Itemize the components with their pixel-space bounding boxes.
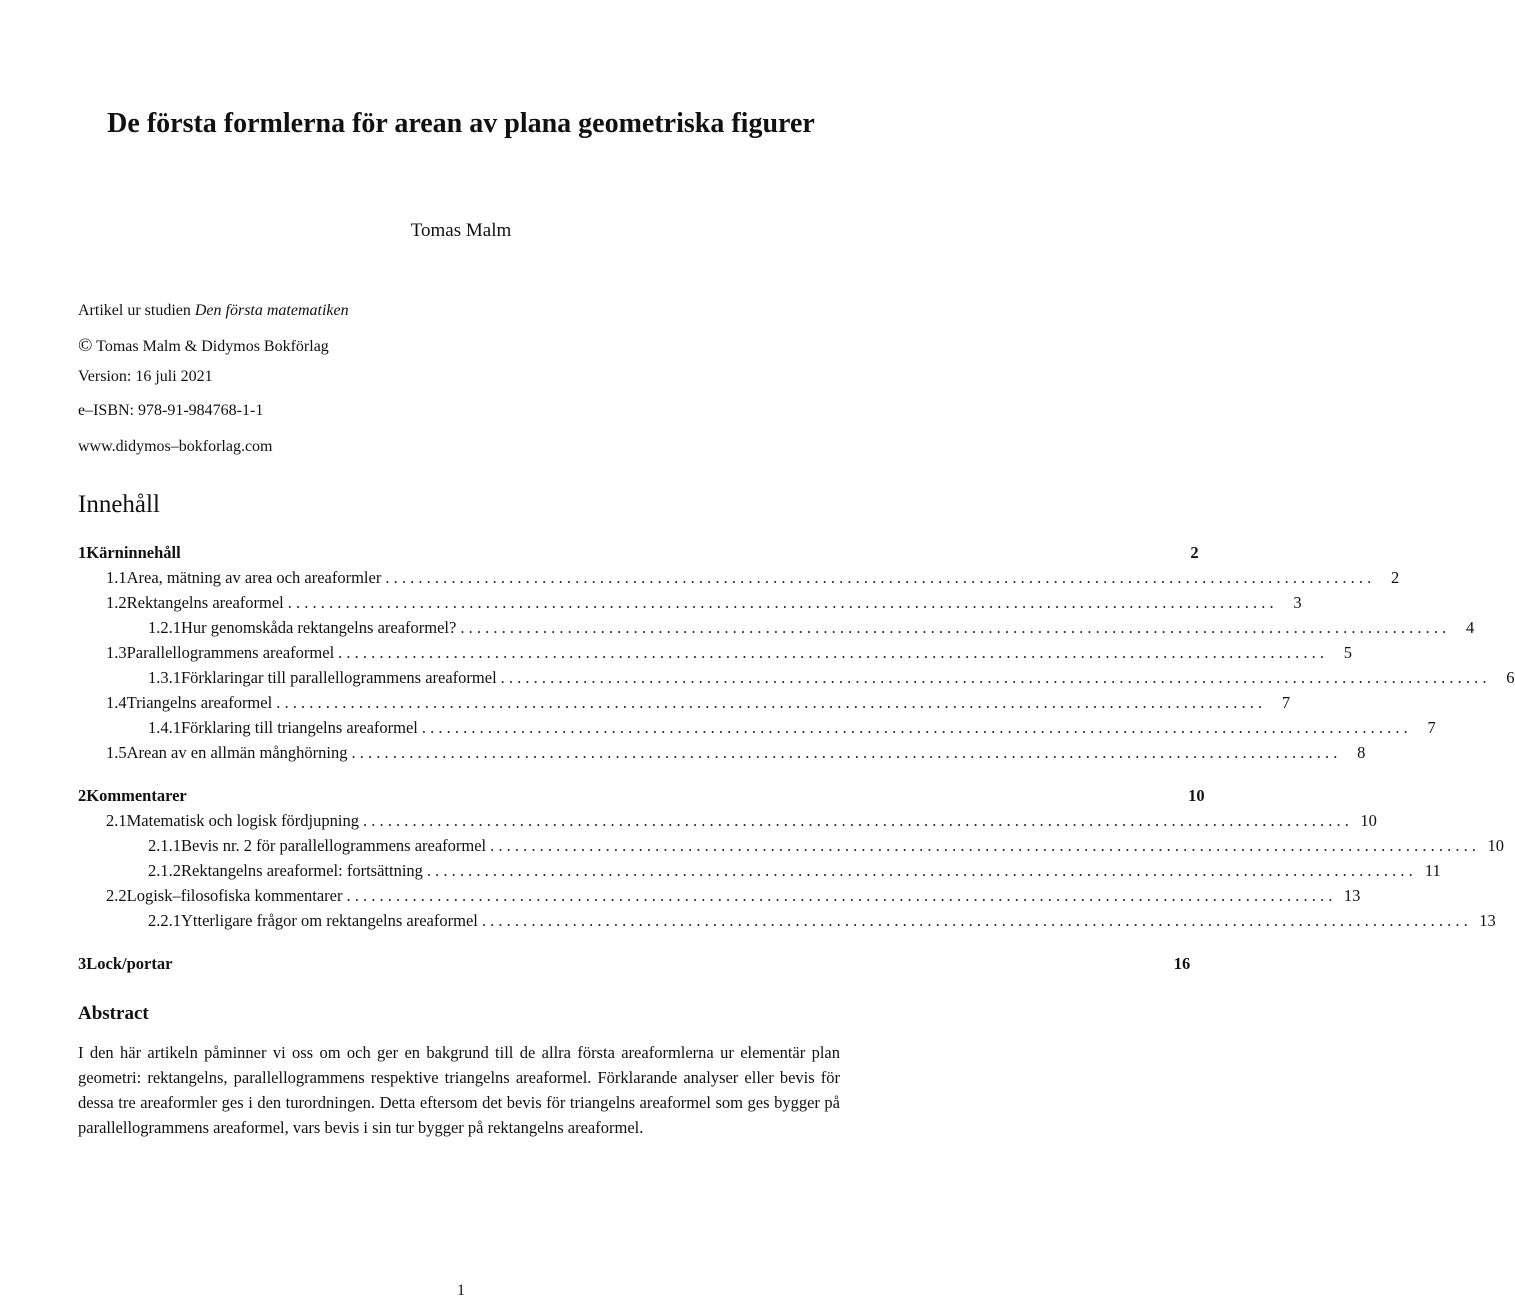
- toc-dot-leader: . . . . . . . . . . . . . . . . . . . . . . . . . . . . . . . . . . . . . . . . . . . . . . . . . . . . . . . . . . . . . . . . . . . . . . . . . . . . . . . . . . . . . . . . . . . . . . . . . . . . . . . . . . . . . . . . . . . . . . . .: [351, 743, 1338, 762]
- toc-entry[interactable]: [78, 951, 1191, 976]
- copyright-text: Tomas Malm & Didymos Bokförlag: [96, 338, 329, 355]
- toc-dot-leader: . . . . . . . . . . . . . . . . . . . . . . . . . . . . . . . . . . . . . . . . . . . . . . . . . . . . . . . . . . . . . . . . . . . . . . . . . . . . . . . . . . . . . . . . . . . . . . . . . . . . . . . . . . . . . . . . . . . . . . . .: [385, 568, 1372, 587]
- toc-entry-page: 7: [1427, 718, 1436, 737]
- toc-entry-page: 6: [1506, 668, 1515, 687]
- toc-entry[interactable]: [78, 858, 1441, 883]
- toc-dot-leader: . . . . . . . . . . . . . . . . . . . . . . . . . . . . . . . . . . . . . . . . . . . . . . . . . . . . . . . . . . . . . . . . . . . . . . . . . . . . . . . . . . . . . . . . . . . . . . . . . . . . . . . . . . . . . . . . . . . . . . . .: [338, 643, 1325, 662]
- toc-entry-number: 1: [78, 543, 87, 562]
- toc-entry-number: 1.4.1: [148, 718, 181, 737]
- toc-entry[interactable]: [78, 590, 1302, 615]
- toc-entry[interactable]: [78, 833, 1505, 858]
- toc-dot-leader: . . . . . . . . . . . . . . . . . . . . . . . . . . . . . . . . . . . . . . . . . . . . . . . . . . . . . . . . . . . . . . . . . . . . . . . . . . . . . . . . . . . . . . . . . . . . . . . . . . . . . . . . . . . . . . . . . . . . . . . .: [490, 836, 1477, 855]
- toc-entry-title: Rektangelns areaformel: fortsättning: [181, 861, 423, 880]
- toc-entry-page: 11: [1424, 861, 1441, 880]
- copyright-line: [78, 335, 329, 357]
- toc-entry-title: Bevis nr. 2 för parallellogrammens areaformel: [181, 836, 487, 855]
- toc-entry-title: Kommentarer: [86, 786, 187, 805]
- toc-entry[interactable]: [78, 690, 1291, 715]
- toc-entry-number: 2.2.1: [148, 911, 181, 930]
- toc-dot-leader: . . . . . . . . . . . . . . . . . . . . . . . . . . . . . . . . . . . . . . . . . . . . . . . . . . . . . . . . . . . . . . . . . . . . . . . . . . . . . . . . . . . . . . . . . . . . . . . . . . . . . . . . . . . . . . . . . . . . . . . .: [276, 693, 1263, 712]
- toc-entry-page: 3: [1293, 593, 1302, 612]
- toc-entry-page: 10: [1487, 836, 1505, 855]
- toc-entry-number: 2.1: [106, 811, 127, 830]
- toc-entry-title: Ytterligare frågor om rektangelns areaformel: [181, 911, 478, 930]
- toc-entry-page: 2: [1390, 568, 1400, 587]
- toc-entry-page: 16: [1173, 954, 1191, 973]
- isbn: e–ISBN: 978-91-984768-1-1: [78, 402, 264, 419]
- toc-entry-title: Triangelns areaformel: [126, 693, 273, 712]
- toc-dot-leader: . . . . . . . . . . . . . . . . . . . . . . . . . . . . . . . . . . . . . . . . . . . . . . . . . . . . . . . . . . . . . . . . . . . . . . . . . . . . . . . . . . . . . . . . . . . . . . . . . . . . . . . . . . . . . . . . . . . . . . . .: [362, 811, 1349, 830]
- toc-entry-number: 2: [78, 786, 87, 805]
- toc-entry-title: Area, mätning av area och areaformler: [126, 568, 382, 587]
- toc-entry-title: Förklaringar till parallellogrammens areaformel: [181, 668, 497, 687]
- toc-entry-title: Förklaring till triangelns areaformel: [181, 718, 418, 737]
- toc-entry[interactable]: [78, 665, 1515, 690]
- toc-dot-leader: . . . . . . . . . . . . . . . . . . . . . . . . . . . . . . . . . . . . . . . . . . . . . . . . . . . . . . . . . . . . . . . . . . . . . . . . . . . . . . . . . . . . . . . . . . . . . . . . . . . . . . . . . . . . . . . . . . . . . . . .: [426, 861, 1413, 880]
- toc-entry-title: Matematisk och logisk fördjupning: [126, 811, 359, 830]
- abstract-heading: Abstract: [78, 1003, 149, 1024]
- toc-dot-leader: . . . . . . . . . . . . . . . . . . . . . . . . . . . . . . . . . . . . . . . . . . . . . . . . . . . . . . . . . . . . . . . . . . . . . . . . . . . . . . . . . . . . . . . . . . . . . . . . . . . . . . . . . . . . . . . . . . . . . . . .: [287, 593, 1274, 612]
- toc-entry-number: 1.3.1: [148, 668, 181, 687]
- toc-dot-leader: . . . . . . . . . . . . . . . . . . . . . . . . . . . . . . . . . . . . . . . . . . . . . . . . . . . . . . . . . . . . . . . . . . . . . . . . . . . . . . . . . . . . . . . . . . . . . . . . . . . . . . . . . . . . . . . . . . . . . . . .: [500, 668, 1487, 687]
- toc-entry[interactable]: [78, 715, 1436, 740]
- toc-dot-leader: . . . . . . . . . . . . . . . . . . . . . . . . . . . . . . . . . . . . . . . . . . . . . . . . . . . . . . . . . . . . . . . . . . . . . . . . . . . . . . . . . . . . . . . . . . . . . . . . . . . . . . . . . . . . . . . . . . . . . . . .: [481, 911, 1468, 930]
- toc-dot-leader: . . . . . . . . . . . . . . . . . . . . . . . . . . . . . . . . . . . . . . . . . . . . . . . . . . . . . . . . . . . . . . . . . . . . . . . . . . . . . . . . . . . . . . . . . . . . . . . . . . . . . . . . . . . . . . . . . . . . . . . .: [346, 886, 1333, 905]
- toc-entry-title: Logisk–filosofiska kommentarer: [126, 886, 343, 905]
- website: www.didymos–bokforlag.com: [78, 438, 273, 455]
- toc-entry-page: 10: [1360, 811, 1377, 830]
- toc-entry-page: 13: [1479, 911, 1496, 930]
- toc-entry[interactable]: [78, 740, 1366, 765]
- toc-entry[interactable]: [78, 883, 1361, 908]
- toc-entry[interactable]: [78, 783, 1205, 808]
- toc-entry-number: 3: [78, 954, 87, 973]
- toc-entry-page: 4: [1465, 618, 1475, 637]
- toc-entry-title: Parallellogrammens areaformel: [126, 643, 335, 662]
- study-title: Den första matematiken: [194, 302, 349, 319]
- toc-entry-number: 2.2: [106, 886, 127, 905]
- toc-entry-number: 2.1.1: [148, 836, 181, 855]
- toc-entry-title: Arean av en allmän månghörning: [126, 743, 348, 762]
- article-prefix: Artikel ur studien: [78, 302, 195, 319]
- author: Tomas Malm: [410, 220, 512, 241]
- page-number: 1: [457, 1282, 465, 1299]
- toc-entry-number: 1.4: [106, 693, 127, 712]
- toc-entry-page: 7: [1281, 693, 1291, 712]
- toc-entry-number: 1.2.1: [148, 618, 181, 637]
- table-of-contents: [78, 540, 1515, 976]
- toc-entry-title: Rektangelns areaformel: [126, 593, 284, 612]
- toc-entry-page: 2: [1190, 543, 1199, 562]
- toc-entry-number: 1.2: [106, 593, 127, 612]
- toc-entry[interactable]: [78, 640, 1353, 665]
- toc-entry[interactable]: [78, 615, 1475, 640]
- toc-entry[interactable]: [78, 808, 1377, 833]
- toc-entry-page: 5: [1343, 643, 1353, 662]
- version: Version: 16 juli 2021: [78, 368, 213, 385]
- toc-dot-leader: . . . . . . . . . . . . . . . . . . . . . . . . . . . . . . . . . . . . . . . . . . . . . . . . . . . . . . . . . . . . . . . . . . . . . . . . . . . . . . . . . . . . . . . . . . . . . . . . . . . . . . . . . . . . . . . . . . . . . . . .: [460, 618, 1447, 637]
- toc-entry[interactable]: [78, 565, 1400, 590]
- toc-entry-number: 1.3: [106, 643, 127, 662]
- toc-heading: Innehåll: [78, 491, 160, 518]
- copyright-icon: ©: [78, 335, 93, 356]
- abstract-text: I den här artikeln påminner vi oss om och ger en bakgrund till de allra första areaformlerna ur elementär plan geometri: rektangelns, parallellogrammens respektive triangelns areaformel. Förklarande analyser eller bevis för dessa tre areaformler ges i den turordningen. Detta eftersom det bevis för triangelns areaformel som ges bygger på parallellogrammens areaformel, vars bevis i sin tur bygger på rektangelns areaformel.: [78, 1043, 840, 1137]
- toc-entry-title: Kärninnehåll: [86, 543, 181, 562]
- toc-entry-page: 10: [1188, 786, 1205, 805]
- toc-entry[interactable]: [78, 908, 1496, 933]
- toc-entry-page: 8: [1357, 743, 1366, 762]
- toc-entry-number: 2.1.2: [148, 861, 181, 880]
- toc-dot-leader: . . . . . . . . . . . . . . . . . . . . . . . . . . . . . . . . . . . . . . . . . . . . . . . . . . . . . . . . . . . . . . . . . . . . . . . . . . . . . . . . . . . . . . . . . . . . . . . . . . . . . . . . . . . . . . . . . . . . . . . .: [421, 718, 1408, 737]
- toc-entry-page: 13: [1343, 886, 1361, 905]
- toc-entry-title: Hur genomskåda rektangelns areaformel?: [181, 618, 457, 637]
- toc-entry-title: Lock/portar: [86, 954, 173, 973]
- document-title: De första formlerna för arean av plana geometriska figurer: [107, 108, 815, 139]
- article-source: [78, 302, 349, 320]
- toc-entry-number: 1.5: [106, 743, 127, 762]
- toc-entry-number: 1.1: [106, 568, 127, 587]
- toc-entry[interactable]: [78, 540, 1199, 565]
